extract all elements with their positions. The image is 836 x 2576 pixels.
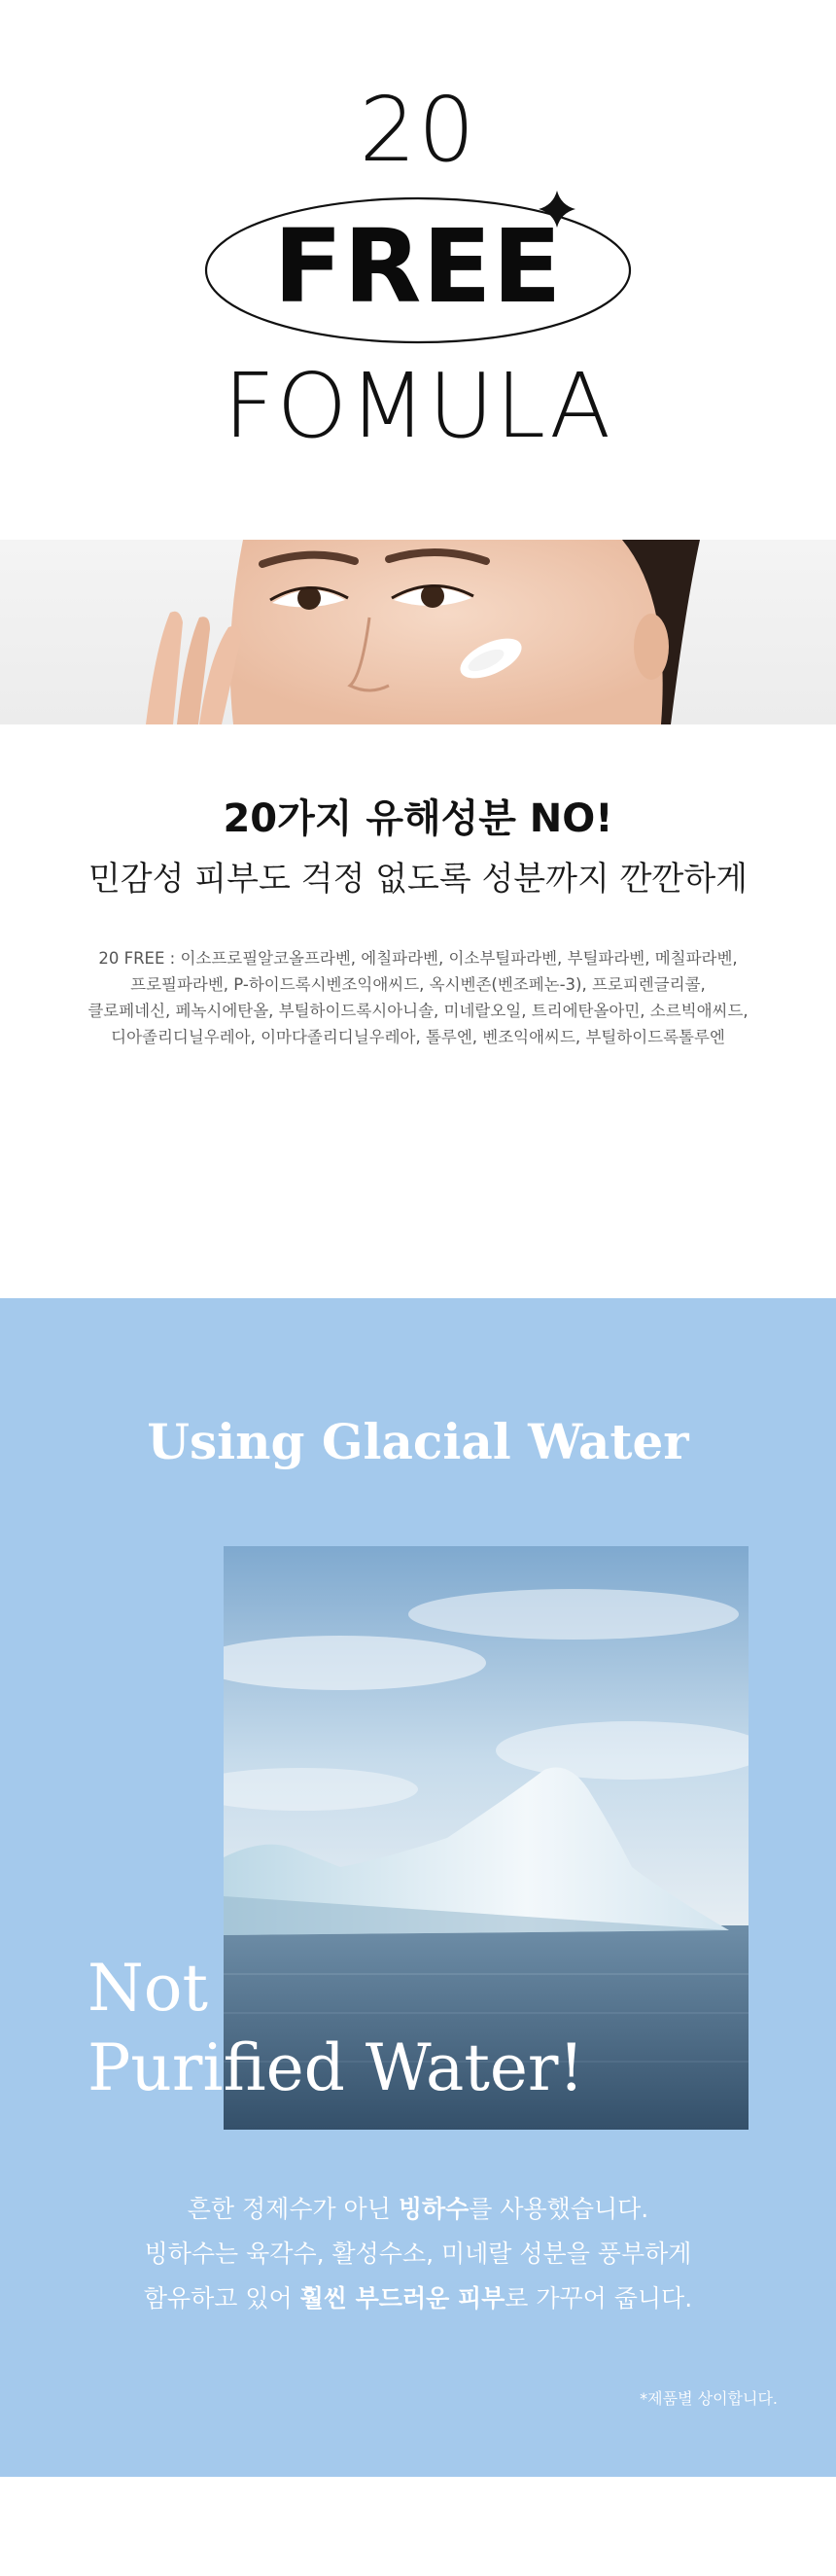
face-photo	[0, 540, 836, 724]
desc-emphasis: 빙하수	[398, 2195, 470, 2223]
desc-text: 함유하고 있어	[143, 2284, 300, 2312]
desc-text: 를 사용했습니다.	[469, 2195, 649, 2223]
not-purified-line1: Not	[87, 1951, 209, 2026]
ingredients-line: 디아졸리디닐우레아, 이마다졸리디닐우레아, 톨루엔, 벤조익애씨드, 부틸하이드록톨루엔	[111, 1028, 725, 1046]
ingredients-line: 클로페네신, 페녹시에탄올, 부틸하이드록시아니솔, 미네랄오일, 트리에탄올아민, 소르빅애씨드,	[87, 1002, 749, 1020]
desc-text: 흔한 정제수가 아닌	[187, 2195, 399, 2223]
desc-emphasis: 훨씬 부드러운 피부	[299, 2284, 505, 2312]
glacial-desc-line2: 빙하수는 육각수, 활성수소, 미네랄 성분을 풍부하게	[144, 2240, 692, 2268]
glacial-desc-line1	[0, 2187, 836, 2232]
ingredients-subtitle: 민감성 피부도 걱정 없도록 성분까지 깐깐하게	[87, 860, 749, 899]
glacial-description	[0, 2187, 836, 2321]
glacial-title: Using Glacial Water	[147, 1413, 689, 1470]
face-illustration	[0, 540, 836, 724]
product-note: *제품별 상이합니다.	[640, 2389, 778, 2408]
ingredients-line: 프로필파라벤, P-하이드록시벤조익애씨드, 옥시벤존(벤조페논-3), 프로피렌글리콜,	[130, 975, 706, 994]
ingredients-list	[39, 945, 797, 1050]
hero-free-label: FREE	[273, 207, 563, 326]
not-purified-heading	[87, 1949, 729, 2108]
hero-number: 20	[359, 78, 477, 182]
ingredients-line: 20 FREE : 이소프로필알코올프라벤, 에칠파라벤, 이소부틸파라벤, 부틸파라벤, 메칠파라벤,	[98, 949, 738, 968]
desc-text: 로 가꾸어 줍니다.	[505, 2284, 693, 2312]
glacial-desc-line3	[0, 2276, 836, 2321]
ingredients-title: 20가지 유해성분 NO!	[223, 796, 613, 841]
hero-formula-label: FOMULA	[223, 354, 613, 458]
not-purified-line2: Purified Water!	[87, 2030, 584, 2105]
